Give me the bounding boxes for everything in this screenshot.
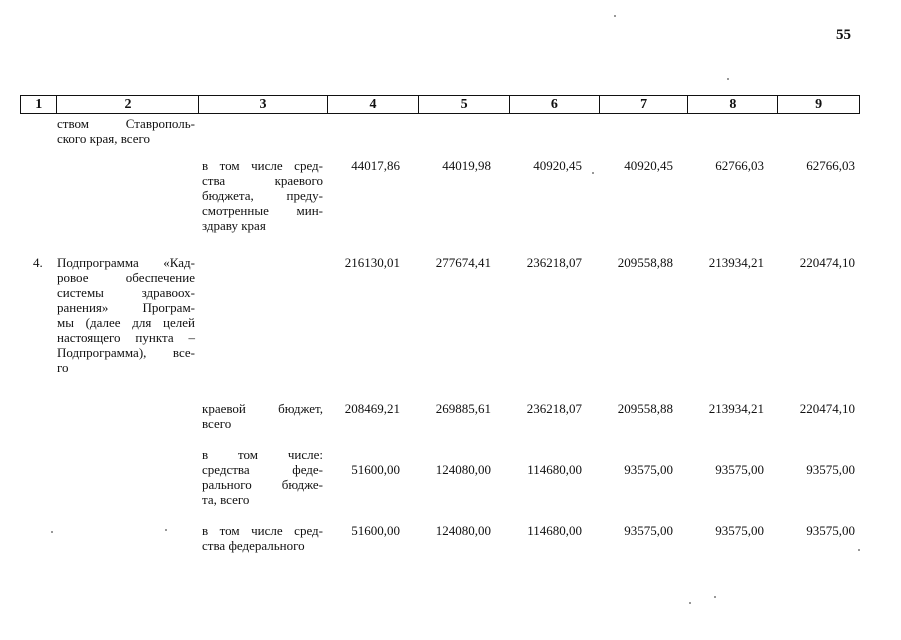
value-cell: 220474,10 (799, 255, 855, 270)
scan-speck (165, 529, 167, 531)
scan-speck (689, 602, 691, 604)
value-cell: 114680,00 (527, 523, 582, 538)
value-cell: 209558,88 (617, 401, 673, 416)
value-cell: 236218,07 (526, 401, 582, 416)
value-cell: 93575,00 (715, 462, 764, 477)
scan-speck (592, 172, 594, 174)
value-cell: 220474,10 (799, 401, 855, 416)
funding-source: в том числе: средства феде- рального бюдже- та, всего (202, 447, 323, 507)
column-header-5: 5 (419, 96, 510, 113)
value-cell: 208469,21 (344, 401, 400, 416)
row-number: 4. (33, 255, 43, 270)
column-header-3: 3 (199, 96, 327, 113)
row-name: ством Ставрополь- ского края, всего (57, 116, 195, 146)
value-cell: 93575,00 (806, 523, 855, 538)
column-header-1: 1 (21, 96, 57, 113)
value-cell: 269885,61 (435, 401, 491, 416)
value-cell: 62766,03 (715, 158, 764, 173)
value-cell: 213934,21 (708, 255, 764, 270)
value-cell: 114680,00 (527, 462, 582, 477)
table-header-row (20, 95, 860, 114)
page-number: 55 (836, 27, 851, 43)
value-cell: 93575,00 (806, 462, 855, 477)
column-header-6: 6 (510, 96, 600, 113)
column-header-2: 2 (57, 96, 199, 113)
funding-source: краевой бюджет, всего (202, 401, 323, 431)
value-cell: 93575,00 (624, 523, 673, 538)
value-cell: 93575,00 (715, 523, 764, 538)
value-cell: 40920,45 (624, 158, 673, 173)
scan-speck (858, 549, 860, 551)
value-cell: 51600,00 (351, 462, 400, 477)
value-cell: 236218,07 (526, 255, 582, 270)
value-cell: 44019,98 (442, 158, 491, 173)
value-cell: 40920,45 (533, 158, 582, 173)
column-header-8: 8 (688, 96, 778, 113)
scan-speck (727, 78, 729, 80)
row-name: Подпрограмма «Кад- ровое обеспечение системы здравоох- ранения» Програм- мы (далее для целей настоящего пункта – Подпрограмма), все- го (57, 255, 195, 375)
value-cell: 213934,21 (708, 401, 764, 416)
column-header-9: 9 (815, 97, 823, 112)
value-cell: 277674,41 (435, 255, 491, 270)
value-cell: 44017,86 (351, 158, 400, 173)
value-cell: 216130,01 (344, 255, 400, 270)
value-cell: 51600,00 (351, 523, 400, 538)
scan-speck (51, 531, 53, 533)
funding-source: в том числе сред- ства федерального (202, 523, 323, 553)
scan-speck (714, 596, 716, 598)
scan-speck (614, 15, 616, 17)
value-cell: 124080,00 (435, 523, 491, 538)
column-header-7: 7 (600, 96, 689, 113)
value-cell: 93575,00 (624, 462, 673, 477)
column-header-4: 4 (328, 96, 420, 113)
funding-source: в том числе сред- ства краевого бюджета, преду- смотренные мин- здраву края (202, 158, 323, 233)
value-cell: 124080,00 (435, 462, 491, 477)
value-cell: 62766,03 (806, 158, 855, 173)
value-cell: 209558,88 (617, 255, 673, 270)
